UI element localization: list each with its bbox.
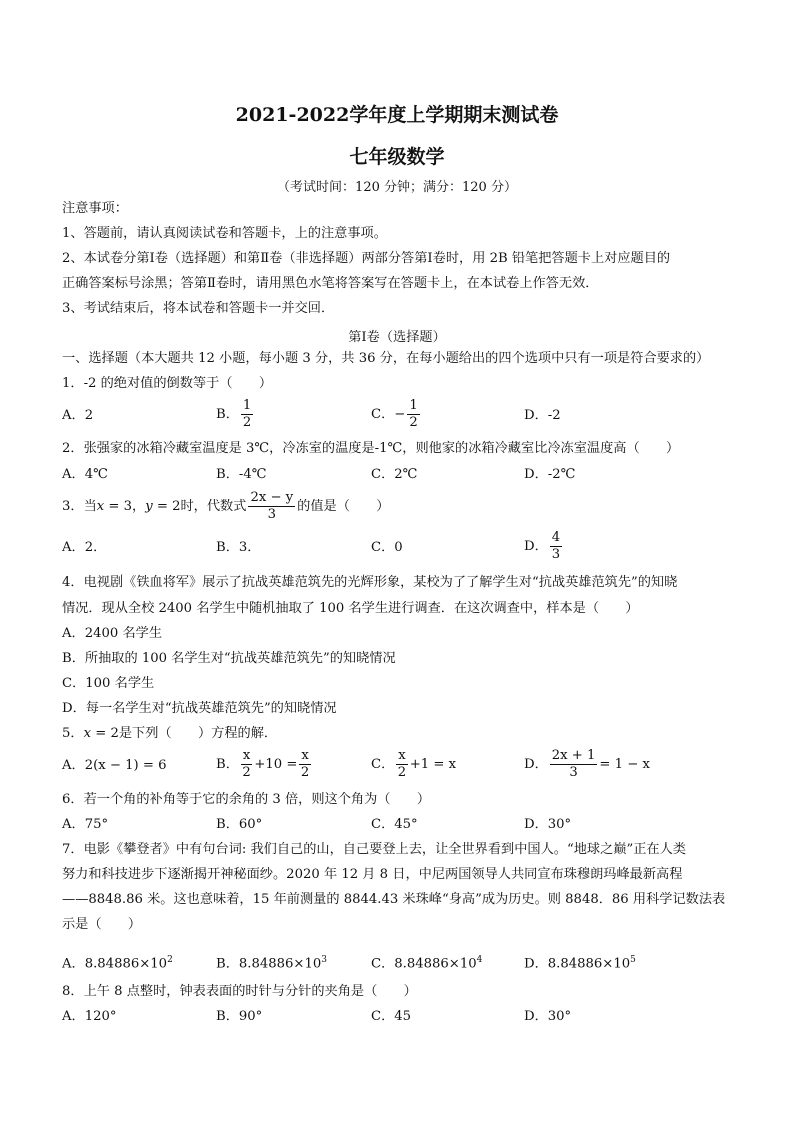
q6-option-c: C．45° [371, 817, 418, 832]
notes-heading: 注意事项： [62, 201, 128, 216]
q6-option-b: B．60° [216, 817, 263, 832]
q8-option-a: A．120° [62, 1009, 117, 1024]
q5-option-d: D． $\frac{2x + 1}{3}$ = 1 − x [524, 748, 650, 780]
note-3: 3、考试结束后，将本试卷和答题卡一并交回． [62, 301, 335, 316]
q7-stem-1: 7．电影《攀登者》中有句台词: 我们自己的山，自己要登上去，让全世界看到中国人。“地球之巅”正在人类 [62, 842, 686, 857]
q6-stem: 6．若一个角的补角等于它的余角的 3 倍，则这个角为（ ） [62, 792, 431, 807]
q1-option-a: A．2 [62, 408, 94, 423]
exam-subject: 七年级数学 [349, 146, 445, 168]
q4-option-d: D．每一名学生对“抗战英雄范筑先”的知晓情况 [62, 701, 337, 716]
q6-option-d: D．30° [524, 817, 572, 832]
q1-option-b: B． $\frac{1}{2}$ [216, 398, 252, 430]
q7-stem-4: 示是（ ） [62, 917, 142, 932]
q2-stem: 2．张强家的冰箱冷藏室温度是 3℃，冷冻室的温度是-1℃，则他家的冰箱冷藏室比冷冻室温度高（ ） [62, 441, 680, 456]
note-2a: 2、本试卷分第Ⅰ卷（选择题）和第Ⅱ卷（非选择题）两部分答第Ⅰ卷时，用 2B 铅笔把答题卡上对应题目的 [62, 251, 671, 266]
q7-stem-2: 努力和科技进步下逐渐揭开神秘面纱。2020 年 12 月 8 日，中尼两国领导人共同宣布珠穆朗玛峰最新高程 [62, 867, 683, 882]
q3-option-b: B．3． [216, 540, 261, 555]
q2-option-d: D．-2℃ [524, 467, 576, 482]
q4-stem-2: 情况．现从全校 2400 名学生中随机抽取了 100 名学生进行调查．在这次调查中，样本是（ ） [62, 601, 639, 616]
q3-option-c: C．0 [371, 540, 403, 555]
volume-heading: 第Ⅰ卷（选择题） [348, 330, 446, 345]
q1-stem: 1．-2 的绝对值的倒数等于（ ） [62, 376, 273, 391]
q4-option-b: B．所抽取的 100 名学生对“抗战英雄范筑先”的知晓情况 [62, 651, 396, 666]
q3-option-d: D． $\frac{4}{3}$ [524, 530, 561, 562]
exam-info: （考试时间：120 分钟；满分：120 分） [277, 180, 517, 195]
q7-option-c: C．$8.84886\times 10^4$ [371, 955, 483, 972]
note-2b: 正确答案标号涂黑；答第Ⅱ卷时，请用黑色水笔将答案写在答题卡上，在本试卷上作答无效． [62, 276, 599, 291]
q1-option-c: C．− $\frac{1}{2}$ [371, 398, 418, 430]
q7-option-d: D．$8.84886\times 10^5$ [524, 955, 636, 972]
q2-option-c: C．2℃ [371, 467, 418, 482]
q8-option-b: B．90° [216, 1009, 263, 1024]
q5-stem: 5．x = 2是下列（ ）方程的解． [62, 726, 278, 741]
q8-option-d: D．30° [524, 1009, 572, 1024]
q8-stem: 8．上午 8 点整时，钟表表面的时针与分针的夹角是（ ） [62, 984, 417, 999]
exam-title: 2021-2022学年度上学期期末测试卷 [235, 104, 559, 126]
q7-option-a: A．$8.84886\times 10^2$ [62, 955, 173, 972]
q5-option-c: C． $\frac{x}{2}$ +1 = x [371, 748, 457, 780]
q1-option-d: D．-2 [524, 408, 561, 423]
q8-option-c: C．45 [371, 1009, 412, 1024]
q3-stem: 3．当x = 3，y = 2时，代数式 $\frac{2x - y}{3}$ 的值是（ ） [62, 490, 390, 522]
q7-option-b: B．$8.84886\times 10^3$ [216, 955, 327, 972]
part1-heading: 一、选择题（本大题共 12 小题，每小题 3 分，共 36 分，在每小题给出的四个选项中只有一项是符合要求的） [62, 351, 710, 366]
q6-option-a: A．75° [62, 817, 109, 832]
q4-option-c: C．100 名学生 [62, 676, 155, 691]
note-1: 1、答题前，请认真阅读试卷和答题卡，上的注意事项。 [62, 226, 387, 241]
q2-option-a: A．4℃ [62, 467, 108, 482]
q2-option-b: B．-4℃ [216, 467, 267, 482]
q4-option-a: A．2400 名学生 [62, 626, 163, 641]
q5-option-a: A．2(x − 1) = 6 [62, 758, 167, 773]
q3-option-a: A．2． [62, 540, 107, 555]
q5-option-b: B． $\frac{x}{2}$ +10 = $\frac{x}{2}$ [216, 748, 310, 780]
q4-stem-1: 4．电视剧《铁血将军》展示了抗战英雄范筑先的光辉形象，某校为了了解学生对“抗战英雄范筑先”的知晓 [62, 575, 678, 590]
q7-stem-3: ——8848.86 米。这也意味着，15 年前测量的 8844.43 米珠峰“身高”成为历史。则 8848．86 用科学记数法表 [62, 892, 726, 907]
